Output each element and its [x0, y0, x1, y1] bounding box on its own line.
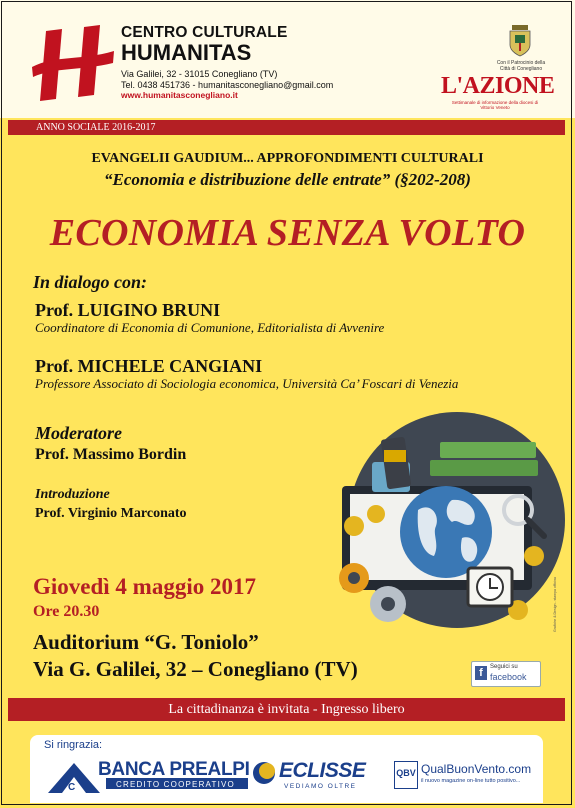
crest-caption: Con il Patrocinio della Città di Conegliano: [496, 60, 546, 72]
azione-tagline: Settimanale di informazione della diocesi di Vittorio Veneto: [451, 100, 539, 110]
eclisse-name: ECLISSE: [279, 759, 366, 782]
moderator-label: Moderatore: [35, 423, 122, 443]
speaker-1-role: Coordinatore di Economia di Comunione, Editorialista di Avvenire: [35, 320, 385, 335]
event-venue: Auditorium “G. Toniolo”: [33, 630, 259, 654]
moderator-name: Prof. Massimo Bordin: [35, 446, 187, 463]
event-subtitle: “Economia e distribuzione delle entrate” (§202-208): [104, 170, 471, 189]
event-address: Via G. Galilei, 32 – Conegliano (TV): [33, 657, 358, 681]
bank-name: BANCA PREALPI: [98, 759, 250, 780]
event-time: Ore 20.30: [33, 603, 100, 620]
org-website: www.humanitasconegliano.it: [121, 90, 238, 100]
footer-band-text: La cittadinanza è invitata - Ingresso libero: [168, 702, 405, 717]
facebook-icon: f: [475, 666, 487, 680]
org-address: Via Galilei, 32 - 31015 Conegliano (TV): [121, 69, 278, 79]
speaker-2-role: Professore Associato di Sociologia economica, Università Ca’ Foscari di Venezia: [35, 376, 459, 391]
bank-subtitle: CREDITO COOPERATIVO: [116, 780, 235, 789]
org-contacts: Tel. 0438 451736 - humanitasconegliano@gmail.com: [121, 80, 334, 90]
speaker-2-name: Prof. MICHELE CANGIANI: [35, 356, 263, 376]
sponsors-thanks-label: Si ringrazia:: [44, 739, 103, 751]
qbv-mark: QBV: [396, 768, 416, 778]
dialog-label: In dialogo con:: [33, 272, 148, 292]
facebook-line2: facebook: [490, 672, 527, 682]
speaker-1-name: Prof. LUIGINO BRUNI: [35, 300, 221, 320]
event-kicker: EVANGELII GAUDIUM... APPROFONDIMENTI CULTURALI: [91, 151, 484, 166]
graphics-credit: Grafiche & Design - stampa officina: [553, 577, 557, 632]
event-title: ECONOMIA SENZA VOLTO: [49, 212, 526, 254]
eclisse-tagline: VEDIAMO OLTRE: [284, 783, 357, 790]
org-name-line1: CENTRO CULTURALE: [121, 24, 288, 41]
event-date: Giovedì 4 maggio 2017: [33, 574, 256, 599]
intro-label: Introduzione: [35, 487, 110, 502]
qbv-name: QualBuonVento.com: [421, 762, 532, 776]
azione-logo: L'AZIONE: [441, 73, 555, 99]
org-name-line2: HUMANITAS: [121, 40, 252, 65]
qbv-tagline: il nuovo magazine on-line tutto positivo...: [421, 778, 521, 784]
season-label: ANNO SOCIALE 2016-2017: [36, 122, 156, 133]
facebook-line1: Seguici su: [490, 664, 518, 670]
intro-name: Prof. Virginio Marconato: [35, 506, 187, 521]
svg-text:C: C: [68, 782, 76, 793]
poster-border: [1, 1, 572, 805]
